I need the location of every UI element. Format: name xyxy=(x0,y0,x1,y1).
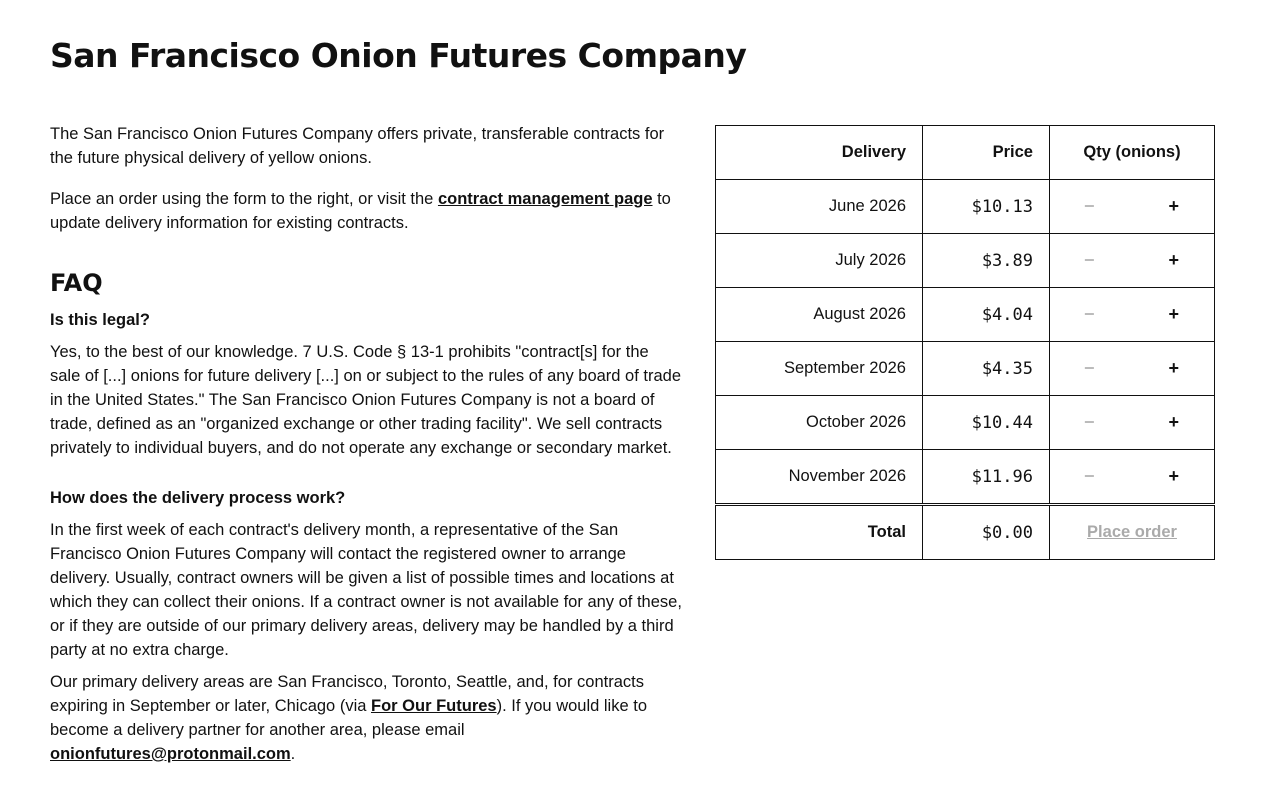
delivery-month: September 2026 xyxy=(716,342,923,396)
intro-text: Place an order using the form to the right, or visit the xyxy=(50,190,438,208)
order-table-header xyxy=(716,126,1215,180)
quantity-stepper xyxy=(1050,396,1215,450)
decrement-button[interactable]: − xyxy=(1084,250,1095,270)
table-row xyxy=(716,288,1215,342)
contract-price: $4.04 xyxy=(923,288,1050,342)
decrement-button[interactable]: − xyxy=(1084,466,1095,486)
for-our-futures-link[interactable]: For Our Futures xyxy=(371,697,497,715)
faq-question-delivery: How does the delivery process work? xyxy=(50,489,346,507)
contract-price: $11.96 xyxy=(923,450,1050,505)
increment-button[interactable]: + xyxy=(1168,466,1179,486)
delivery-areas-text-2: ). If you would like to become a delivery partner for another area, please email xyxy=(50,697,647,739)
quantity-stepper xyxy=(1050,342,1215,396)
price-header: Price xyxy=(923,126,1050,180)
contract-price: $10.13 xyxy=(923,180,1050,234)
contract-price: $10.44 xyxy=(923,396,1050,450)
total-row xyxy=(716,505,1215,560)
place-order-cell xyxy=(1050,505,1215,560)
table-row xyxy=(716,450,1215,505)
place-order-button[interactable]: Place order xyxy=(1087,523,1177,541)
order-table xyxy=(715,125,1215,560)
intro-paragraph: The San Francisco Onion Futures Company offers private, transferable contracts for the future physical delivery of yellow onions. xyxy=(50,125,665,167)
delivery-header: Delivery xyxy=(716,126,923,180)
delivery-month: June 2026 xyxy=(716,180,923,234)
qty-header: Qty (onions) xyxy=(1050,126,1215,180)
increment-button[interactable]: + xyxy=(1168,250,1179,270)
quantity-stepper xyxy=(1050,180,1215,234)
faq-heading: FAQ xyxy=(50,269,103,297)
delivery-month: August 2026 xyxy=(716,288,923,342)
delivery-month: October 2026 xyxy=(716,396,923,450)
decrement-button[interactable]: − xyxy=(1084,358,1095,378)
table-row xyxy=(716,342,1215,396)
intro-paragraph-2 xyxy=(50,187,682,235)
faq-answer-delivery-areas xyxy=(50,670,682,766)
increment-button[interactable]: + xyxy=(1168,358,1179,378)
faq-question-legal: Is this legal? xyxy=(50,311,150,329)
table-row xyxy=(716,396,1215,450)
faq-answer-delivery: In the first week of each contract's delivery month, a representative of the San Francisco Onion Futures Company will contact the registered owner to arrange delivery. Usually, contract owners will be given a list of possible times and locations at which they can collect their onions. If a contract owner is not available for any of these, or if they are outside of our primary delivery areas, delivery may be handled by a third party at no extra charge. xyxy=(50,521,682,659)
page-title: San Francisco Onion Futures Company xyxy=(50,36,747,75)
total-label: Total xyxy=(716,505,923,560)
quantity-stepper xyxy=(1050,234,1215,288)
quantity-stepper xyxy=(1050,288,1215,342)
decrement-button[interactable]: − xyxy=(1084,196,1095,216)
total-value: $0.00 xyxy=(923,505,1050,560)
delivery-areas-text: Our primary delivery areas are San Francisco, Toronto, Seattle, and, for contracts expiring in September or later, Chicago (via xyxy=(50,673,644,715)
email-link[interactable]: onionfutures@protonmail.com xyxy=(50,745,291,763)
faq-answer-legal: Yes, to the best of our knowledge. 7 U.S. Code § 13-1 prohibits "contract[s] for the sale of [...] onions for future delivery [...] on or subject to the rules of any board of trade in the United States." The San Francisco Onion Futures Company is not a board of trade, defined as an "organized exchange or other trading facility". We sell contracts privately to individual buyers, and do not operate any exchange or secondary market. xyxy=(50,343,682,457)
delivery-areas-text-end: . xyxy=(290,745,296,763)
intro-text-after: to update delivery information for existing contracts. xyxy=(50,190,671,232)
contract-price: $3.89 xyxy=(923,234,1050,288)
contract-management-link[interactable]: contract management page xyxy=(437,190,653,208)
quantity-stepper xyxy=(1050,450,1215,505)
intro-column xyxy=(50,122,682,774)
table-row xyxy=(716,234,1215,288)
increment-button[interactable]: + xyxy=(1168,304,1179,324)
decrement-button[interactable]: − xyxy=(1084,304,1095,324)
table-row xyxy=(716,180,1215,234)
increment-button[interactable]: + xyxy=(1168,196,1179,216)
increment-button[interactable]: + xyxy=(1168,412,1179,432)
decrement-button[interactable]: − xyxy=(1084,412,1095,432)
delivery-month: July 2026 xyxy=(716,234,923,288)
contract-price: $4.35 xyxy=(923,342,1050,396)
delivery-month: November 2026 xyxy=(716,450,923,505)
